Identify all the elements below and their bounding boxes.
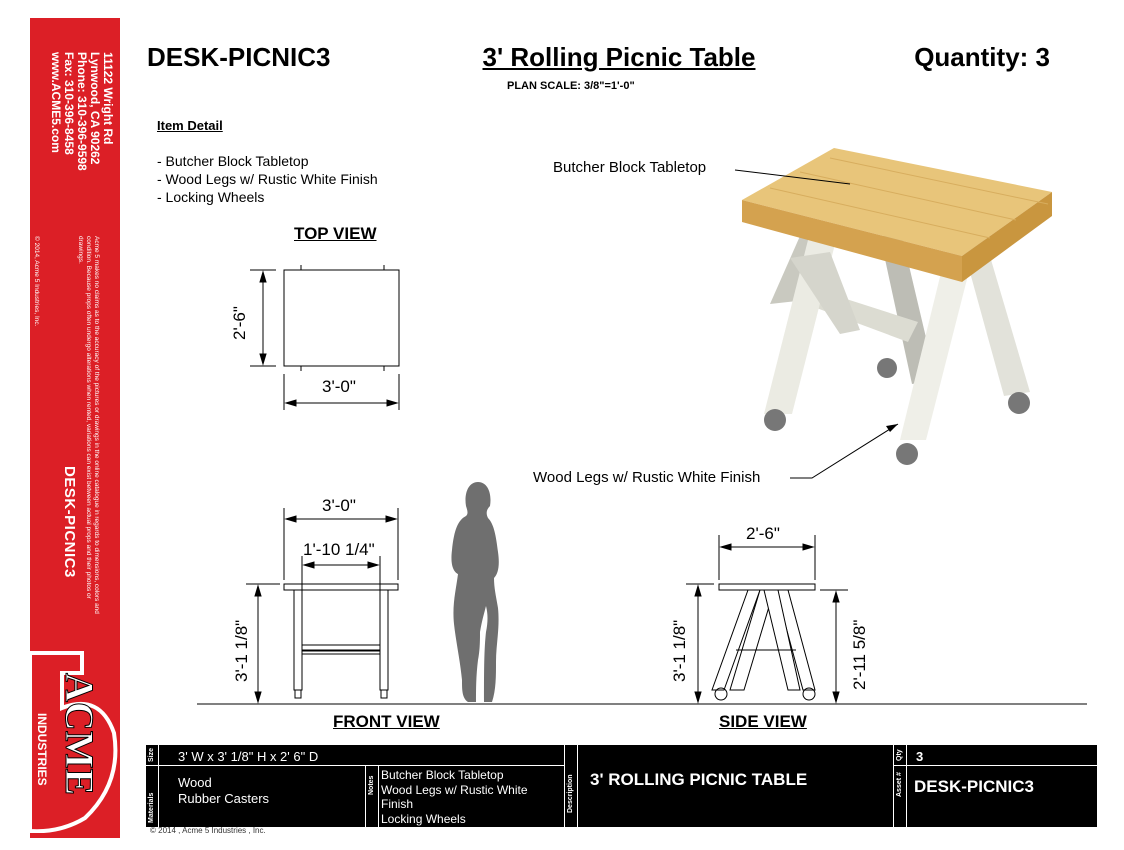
page-title: 3' Rolling Picnic Table <box>482 42 756 72</box>
side-width-dimension: 2'-6" <box>746 524 780 543</box>
qty-value: 3 <box>916 749 924 764</box>
top-width-dimension: 3'-0" <box>322 377 356 396</box>
description-label: Description <box>567 774 574 813</box>
address-line: Fax: 310-396-8458 <box>62 52 76 155</box>
materials-label: Materials <box>148 792 155 823</box>
note-item: Butcher Block Tabletop <box>381 768 504 782</box>
side-height-dimension: 3'-1 1/8" <box>670 619 689 682</box>
note-item: Wood Legs w/ Rustic White <box>381 782 528 797</box>
materials-list <box>178 775 269 807</box>
asset-number-label: Asset # <box>896 772 903 797</box>
list-item: - Locking Wheels <box>157 189 265 205</box>
qty-label: Qty <box>896 749 903 761</box>
front-view-label: FRONT VIEW <box>333 712 440 731</box>
address-line: Lynwood, CA 90262 <box>88 52 102 165</box>
callout-leader-legs <box>790 424 898 478</box>
website-link[interactable]: www.ACME5.com <box>49 52 63 153</box>
top-view-label: TOP VIEW <box>294 224 377 243</box>
list-item: - Butcher Block Tabletop <box>157 153 309 169</box>
size-label: Size <box>148 747 155 762</box>
logo-text: ACME <box>57 673 102 796</box>
material-item: Wood <box>178 775 212 790</box>
legs-callout: Wood Legs w/ Rustic White Finish <box>533 469 761 486</box>
size-value: 3' W x 3' 1/8" H x 2' 6" D <box>178 749 319 764</box>
top-view-outline <box>284 270 399 366</box>
asset-code-heading: DESK-PICNIC3 <box>147 42 331 72</box>
notes-label: Notes <box>368 775 375 795</box>
logo-subtext: INDUSTRIES <box>35 713 49 786</box>
address-line: 11122 Wright Rd <box>101 52 115 145</box>
disclaimer-text: Acme 5 makes no claims as to the accuracy of the pictures or drawings in the online catalogue in regards to dimensions, colors and condition. Because props often undergo alterations when rented, variations can exist between actual props and their photos or drawings. <box>77 236 100 614</box>
plan-scale: PLAN SCALE: 3/8"=1'-0" <box>507 80 635 92</box>
human-scale-figure <box>451 482 498 702</box>
material-item: Rubber Casters <box>178 791 270 806</box>
footer-copyright: © 2014 , Acme 5 Industries , Inc. <box>150 826 266 835</box>
address-line: Phone: 310-396-9598 <box>75 52 89 171</box>
front-height-dimension: 3'-1 1/8" <box>232 619 251 682</box>
asset-number-value: DESK-PICNIC3 <box>914 777 1034 796</box>
top-depth-dimension: 2'-6" <box>230 306 249 340</box>
front-view-top <box>284 584 398 590</box>
note-item: Finish <box>381 797 414 811</box>
tabletop-callout: Butcher Block Tabletop <box>553 159 707 176</box>
description-value: 3' ROLLING PICNIC TABLE <box>590 770 808 789</box>
side-leg-height-dimension: 2'-11 5/8" <box>850 619 869 690</box>
side-view-label: SIDE VIEW <box>719 712 807 731</box>
side-view-top <box>719 584 815 590</box>
notes-list <box>381 768 561 826</box>
list-item: - Wood Legs w/ Rustic White Finish <box>157 171 378 187</box>
sidebar-asset-code: DESK-PICNIC3 <box>61 466 78 578</box>
quantity-heading: Quantity: 3 <box>914 42 1050 72</box>
title-block <box>146 745 1097 827</box>
front-inner-dimension: 1'-10 1/4" <box>303 540 375 559</box>
table-render <box>742 148 1052 465</box>
note-item: Locking Wheels <box>381 811 466 826</box>
item-detail-heading: Item Detail <box>157 118 223 133</box>
front-width-dimension: 3'-0" <box>322 496 356 515</box>
sidebar-copyright: © 2014, Acme 5 Industries, Inc. <box>33 236 40 327</box>
